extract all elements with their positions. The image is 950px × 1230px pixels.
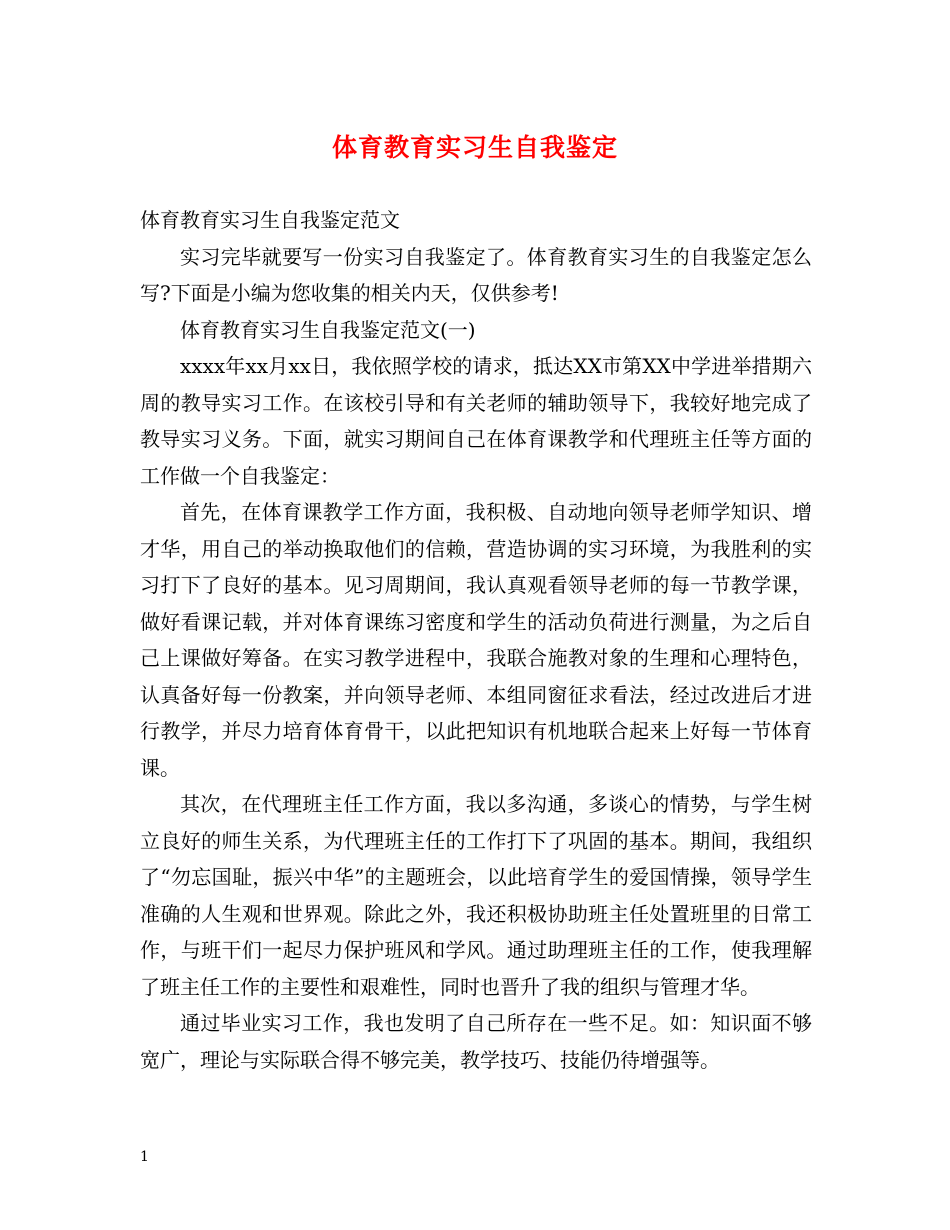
intro-paragraph: 实习完毕就要写一份实习自我鉴定了。体育教育实习生的自我鉴定怎么写?下面是小编为您收集的相关内天，仅供参考! — [140, 244, 812, 305]
document-body — [140, 202, 812, 1078]
body-paragraph: 首先，在体育课教学工作方面，我积极、自动地向领导老师学知识、增才华，用自己的举动换取他们的信赖，营造协调的实习环境，为我胜利的实习打下了良好的基本。见习周期间，我认真观看领导老师的每一节教学课，做好看课记载，并对体育课练习密度和学生的活动负荷进行测量，为之后自己上课做好筹备。在实习教学进程中，我联合施教对象的生理和心理特色，认真备好每一份教案，并向领导老师、本组同窗征求看法，经过改进后才进行教学，并尽力培育体育骨干，以此把知识有机地联合起来上好每一节体育课。 — [140, 500, 812, 780]
document-title: 体育教育实习生自我鉴定 — [331, 133, 618, 162]
body-paragraph: xxxx年xx月xx日，我依照学校的请求，抵达XX市第XX中学进举措期六周的教导实习工作。在该校引导和有关老师的辅助领导下，我较好地完成了教导实习义务。下面，就实习期间自己在体育课教学和代理班主任等方面的工作做一个自我鉴定： — [140, 354, 812, 488]
page-number: 1 — [140, 1149, 149, 1165]
body-paragraph: 通过毕业实习工作，我也发明了自己所存在一些不足。如：知识面不够宽广，理论与实际联合得不够完美，教学技巧、技能仍待增强等。 — [140, 1011, 812, 1072]
body-paragraph: 其次，在代理班主任工作方面，我以多沟通，多谈心的情势，与学生树立良好的师生关系，为代理班主任的工作打下了巩固的基本。期间，我组织了“勿忘国耻，振兴中华”的主题班会，以此培育学生的爱国情操，领导学生准确的人生观和世界观。除此之外，我还积极协助班主任处置班里的日常工作，与班干们一起尽力保护班风和学风。通过助理班主任的工作，使我理解了班主任工作的主要性和艰难性，同时也晋升了我的组织与管理才华。 — [140, 792, 812, 999]
section-heading: 体育教育实习生自我鉴定范文(一) — [180, 317, 476, 342]
subtitle-paragraph: 体育教育实习生自我鉴定范文 — [140, 208, 400, 232]
